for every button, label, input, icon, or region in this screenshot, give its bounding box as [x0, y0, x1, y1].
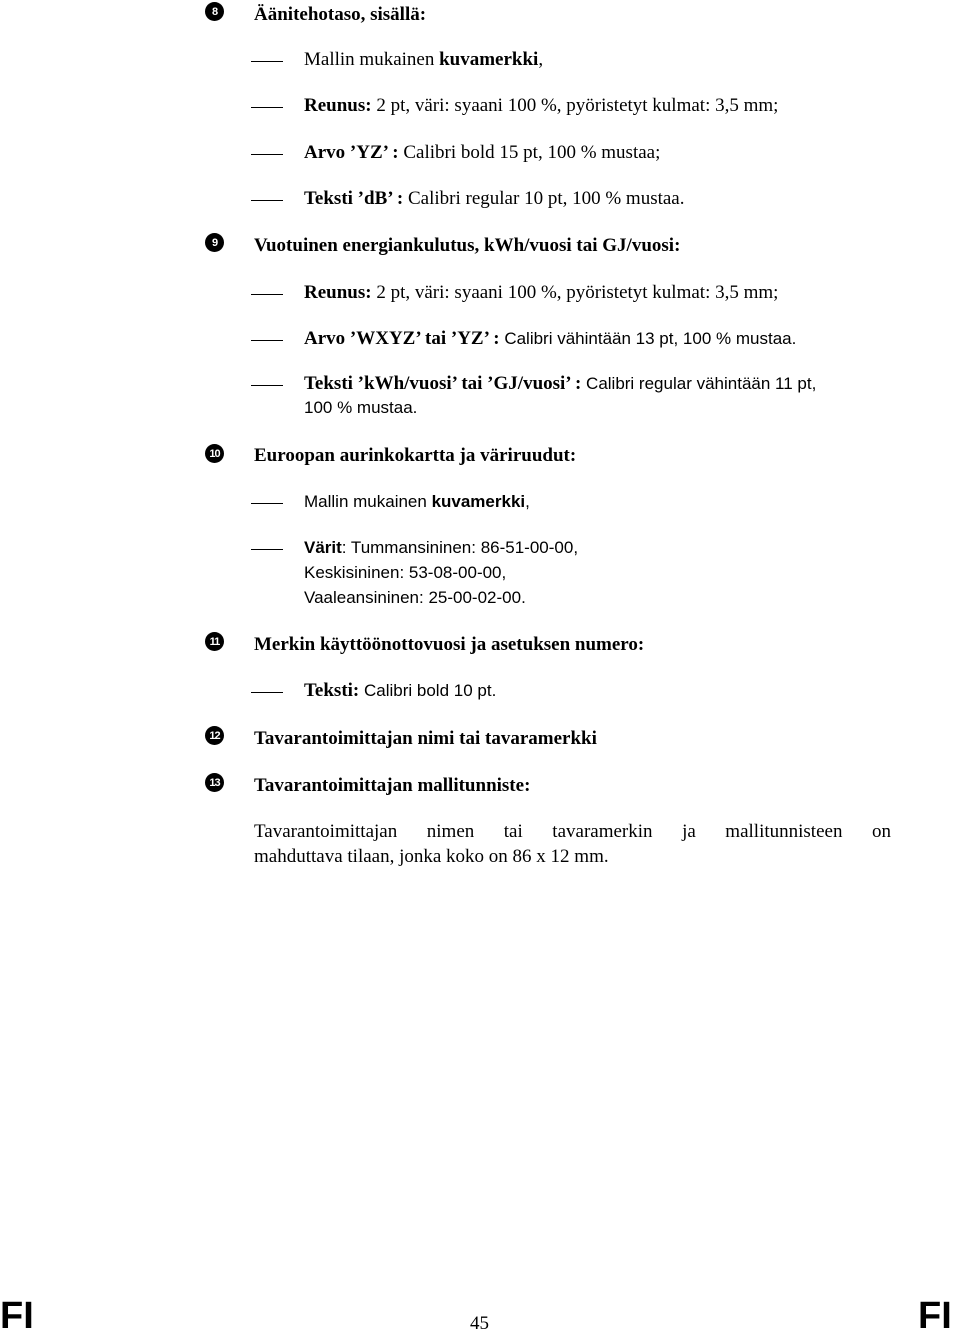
bullet-text: Mallin mukainen kuvamerkki,	[304, 49, 544, 70]
bullet-text-continuation: Keskisininen: 53-08-00-00,	[304, 563, 507, 582]
bullet-text: Reunus: 2 pt, väri: syaani 100 %, pyöristetyt kulmat: 3,5 mm;	[304, 95, 779, 116]
bullet-dash	[251, 154, 283, 155]
bullet-dash	[251, 61, 283, 62]
bullet-text-continuation: 100 % mustaa.	[304, 398, 418, 417]
section-heading-13: Tavarantoimittajan mallitunniste:	[254, 775, 531, 796]
item-number-12: 12	[205, 726, 224, 745]
bullet-dash	[251, 692, 283, 693]
bullet-text: Arvo ’WXYZ’ tai ’YZ’ : Calibri vähintään 13 pt, 100 % mustaa.	[304, 328, 797, 349]
body-paragraph-line: Tavarantoimittajan nimen tai tavaramerkin ja mallitunnisteen on	[254, 821, 891, 842]
section-heading-8: Äänitehotaso, sisällä:	[254, 4, 427, 25]
bullet-dash	[251, 503, 283, 504]
bullet-text: Arvo ’YZ’ : Calibri bold 15 pt, 100 % mustaa;	[304, 142, 661, 163]
bullet-dash	[251, 294, 283, 295]
body-paragraph-line: mahduttava tilaan, jonka koko on 86 x 12 mm.	[254, 846, 609, 867]
footer-language-code-right: FI	[918, 1295, 952, 1337]
bullet-text-continuation: Vaaleansininen: 25-00-02-00.	[304, 588, 526, 607]
bullet-text: Mallin mukainen kuvamerkki,	[304, 492, 530, 511]
item-number-9: 9	[205, 233, 224, 252]
bullet-text: Värit: Tummansininen: 86-51-00-00,	[304, 538, 579, 557]
item-number-11: 11	[205, 632, 224, 651]
section-heading-10: Euroopan aurinkokartta ja väriruudut:	[254, 445, 577, 466]
bullet-text: Teksti ’kWh/vuosi’ tai ’GJ/vuosi’ : Calibri regular vähintään 11 pt,	[304, 373, 817, 394]
item-number-8: 8	[205, 2, 224, 21]
bullet-dash	[251, 385, 283, 386]
bullet-text: Reunus: 2 pt, väri: syaani 100 %, pyöristetyt kulmat: 3,5 mm;	[304, 282, 779, 303]
bullet-dash	[251, 107, 283, 108]
bullet-dash	[251, 340, 283, 341]
bullet-text: Teksti ’dB’ : Calibri regular 10 pt, 100 % mustaa.	[304, 188, 685, 209]
bullet-text: Teksti: Calibri bold 10 pt.	[304, 680, 497, 701]
item-number-13: 13	[205, 773, 224, 792]
footer-language-code-left: FI	[0, 1295, 34, 1337]
item-number-10: 10	[205, 444, 224, 463]
page-number: 45	[470, 1313, 489, 1334]
bullet-dash	[251, 549, 283, 550]
section-heading-12: Tavarantoimittajan nimi tai tavaramerkki	[254, 728, 597, 749]
bullet-dash	[251, 200, 283, 201]
section-heading-9: Vuotuinen energiankulutus, kWh/vuosi tai GJ/vuosi:	[254, 235, 681, 256]
section-heading-11: Merkin käyttöönottovuosi ja asetuksen numero:	[254, 634, 645, 655]
